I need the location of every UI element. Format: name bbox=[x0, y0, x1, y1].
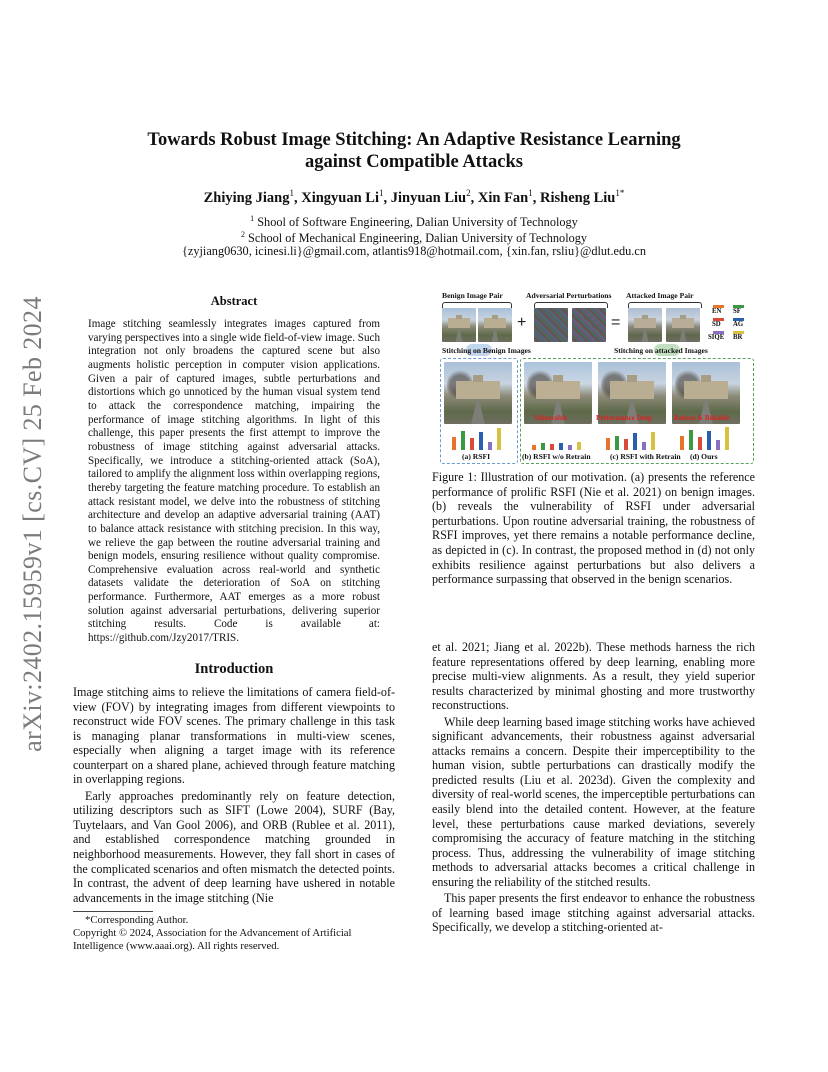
author-name: Zhiying Jiang bbox=[203, 189, 290, 206]
author-sup: 2 bbox=[466, 188, 471, 198]
author-emails: {zyjiang0630, icinesi.li}@gmail.com, atlantis918@hotmail.com, {xin.fan, rsliu}@dlut.edu.cn bbox=[182, 244, 646, 258]
plus-sign: + bbox=[517, 314, 527, 331]
overlay-vulnerable: Vulnerable bbox=[534, 414, 567, 422]
introduction-heading: Introduction bbox=[194, 661, 274, 677]
metric-bar bbox=[725, 427, 729, 450]
caption-text: Figure 1: Illustration of our motivation. (a) presents the reference performance of prolific RSFI (Nie et al. 2021) on benign images. (b) reveals the vulnerability of RSFI under adversarial perturbations. Upon routine adversarial training, the robustness of RSFI improves, yet there remains a notable performance decline, as depicted in (c). In contrast, the proposed method in (d) not only exhibits resilience against perturbations but also delivers a performance surpassing that observed in the benign scenarios. bbox=[432, 470, 755, 587]
legend-label: SIQE bbox=[708, 334, 725, 341]
overlay-robust-reliable: Robust & Reliable bbox=[674, 414, 730, 422]
abstract-text: Image stitching seamlessly integrates images captured from varying perspectives into a single wide field-of-view image. Such integration not only broadens the captured scene but also augments holistic perception in computer vision applications. Given a pair of captured images, subtle perturbations and distortions which go unnoticed by the human visual system tend to attack the correspondence matching, impairing the performance of image stitching algorithms. In light of this challenge, this paper presents the first attempt to improve the robustness of image stitching against adversarial attacks. Specifically, we introduce a stitching-oriented attack (SoA), tailored to amplify the alignment loss within overlapping regions, thereby targeting the feature matching procedure. To establish an attack resistant model, we delve into the robustness of stitching architecture and develop an adaptive adversarial training (AAT) to balance attack resistance with stitching precision. In this way, we relieve the gap between the routine adversarial training and benign models, ensuring resilience without quality compromise. Comprehensive evaluation across real-world and synthetic datasets validate the deterioration of SoA on stitching performance. Furthermore, AAT emerges as a more robust solution against adversarial perturbations, delivering superior stitching results. Code is available at: https://github.com/Jzy2017/TRIS. bbox=[88, 318, 380, 645]
author-name: Xingyuan Li bbox=[301, 189, 379, 206]
right-paragraph-2: While deep learning based image stitching works have achieved significant advancements, their robustness against adversarial attacks remains a concern. Despite their imperceptibility to the human vision, subtle perturbations can drastically modify the predicted results (Liu et al. 2023d). Given the complexity and diversity of real-world scenes, the imperceptible perturbations can easily blend into the detailed content. However, at the feature level, these perturbations cause marked deviations, severely compromising the accuracy of feature matching in the stitching process. Thus, addressing the vulnerability of image stitching methods to adversarial attacks becomes a critical challenge in ensuring the reliability of the stitched results. bbox=[432, 714, 755, 889]
panel-label-a: (a) RSFI bbox=[462, 452, 491, 461]
legend-label: SD bbox=[712, 321, 721, 328]
metric-bar bbox=[568, 445, 572, 450]
author-sup: 1 bbox=[289, 188, 294, 198]
abstract-heading: Abstract bbox=[210, 294, 258, 308]
copyright-notice: Copyright © 2024, Association for the Advancement of Artificial Intelligence (www.aaai.org). All rights reserved. bbox=[73, 927, 352, 952]
metric-bar bbox=[689, 430, 693, 450]
metric-bar bbox=[470, 438, 474, 450]
intro-paragraph-1: Image stitching aims to relieve the limitations of camera field-of-view (FOV) by integrating images from different viewpoints to reconstruct wide FOV scenes. The primary challenge in this task is managing planar transformations in multi-view scenes, especially when aligning a target image with its reference counterpart on a shared plane, achieved through feature matching in overlapping regions. bbox=[73, 685, 395, 787]
panel-a-image bbox=[444, 362, 512, 424]
section-label-benign: Stitching on Benign Images bbox=[442, 346, 531, 355]
affiliation-text: School of Mechanical Engineering, Dalian University of Technology bbox=[248, 231, 588, 246]
section-label-attacked: Stitching on attacked Images bbox=[614, 346, 708, 355]
right-paragraph-1: et al. 2021; Jiang et al. 2022b). These methods harness the rich feature representations offered by deep learning, enabling more precise multi-view alignments. As a result, they yield superior results characterized by minimal ghosting and more trustworthy reconstructions. bbox=[432, 640, 755, 713]
metric-bar bbox=[624, 439, 628, 450]
metric-bar bbox=[559, 443, 563, 450]
right-paragraph-3: This paper presents the first endeavor to enhance the robustness of learning based image stitching against adversarial attacks. Specifically, we develop a stitching-oriented at- bbox=[432, 891, 755, 935]
introduction-body bbox=[73, 685, 395, 905]
legend-label: EN bbox=[712, 308, 722, 315]
author-list: Zhiying Jiang$^1$, Xingyuan Li$^1$, Jinyuan Liu$^2$, Xin Fan$^1$, Risheng Liu$^{1*}$ bbox=[203, 188, 625, 206]
legend-label: SF bbox=[733, 308, 741, 315]
author-sup: 1 bbox=[379, 188, 384, 198]
metric-bar bbox=[541, 443, 545, 450]
author-sup: 1* bbox=[615, 188, 625, 198]
bar-group-d bbox=[678, 426, 738, 450]
panel-label-d: (d) Ours bbox=[690, 452, 718, 461]
right-column-body bbox=[432, 640, 755, 935]
metric-bar bbox=[615, 436, 619, 450]
arxiv-identifier: arXiv:2402.15959v1 [cs.CV] 25 Feb 2024 bbox=[18, 296, 47, 752]
perturbation-image-left bbox=[534, 308, 568, 342]
metric-bar bbox=[550, 444, 554, 450]
author-name: Jinyuan Liu bbox=[390, 189, 467, 206]
perturbation-image-right bbox=[572, 308, 606, 342]
benign-image-right bbox=[478, 308, 512, 342]
affiliation-sup: 1 bbox=[250, 214, 255, 223]
metric-bar bbox=[497, 428, 501, 450]
figure-1 bbox=[436, 288, 756, 464]
affiliation-text: Shool of Software Engineering, Dalian University of Technology bbox=[257, 215, 578, 230]
footnote bbox=[73, 914, 395, 953]
metric-bar bbox=[642, 442, 646, 450]
panel-label-c: (c) RSFI with Retrain bbox=[610, 452, 681, 461]
equals-sign: = bbox=[611, 314, 621, 331]
benign-image-left bbox=[442, 308, 476, 342]
attacked-image-right bbox=[666, 308, 700, 342]
figure-caption bbox=[432, 470, 755, 587]
abstract-body bbox=[88, 318, 380, 646]
author-name: Xin Fan bbox=[477, 189, 529, 206]
metric-bar bbox=[651, 432, 655, 450]
metric-bar bbox=[716, 440, 720, 450]
title-line-1: Towards Robust Image Stitching: An Adaptive Resistance Learning bbox=[147, 130, 681, 150]
legend-label: BR bbox=[733, 334, 743, 341]
corresponding-author-note: *Corresponding Author. bbox=[85, 914, 189, 926]
author-name: Risheng Liu bbox=[540, 189, 616, 206]
bar-group-b bbox=[530, 426, 590, 450]
bar-group-c bbox=[604, 426, 664, 450]
metric-bar bbox=[606, 438, 610, 450]
bar-group-a bbox=[450, 426, 510, 450]
metric-bar bbox=[488, 442, 492, 450]
metric-bar bbox=[680, 436, 684, 450]
legend-label: AG bbox=[733, 321, 744, 328]
panel-label-b: (b) RSFI w/o Retrain bbox=[522, 452, 591, 461]
metric-bar bbox=[577, 442, 581, 450]
title-line-2: against Compatible Attacks bbox=[305, 152, 523, 172]
paper-title bbox=[100, 129, 728, 173]
metric-bar bbox=[479, 432, 483, 450]
label-benign-pair: Benign Image Pair bbox=[442, 291, 503, 300]
overlay-performance-drop: Performance Drop bbox=[596, 414, 653, 422]
label-attacked-pair: Attacked Image Pair bbox=[626, 291, 694, 300]
author-sup: 1 bbox=[528, 188, 533, 198]
footnote-rule bbox=[73, 911, 153, 912]
metric-bar bbox=[633, 433, 637, 450]
metric-bar bbox=[452, 437, 456, 450]
metric-bar bbox=[532, 445, 536, 450]
metric-bar bbox=[461, 431, 465, 450]
metric-bar bbox=[707, 431, 711, 450]
affiliation-sup: 2 bbox=[240, 230, 245, 239]
intro-paragraph-2: Early approaches predominantly rely on feature detection, utilizing descriptors such as SIFT (Lowe 2004), SURF (Bay, Tuytelaars, and Van Gool 2006), and ORB (Rublee et al. 2011), and established correspondence matching grounded in neighborhood measurements. However, they fall short in cases of the complicated scenarios and often mismatch the detected points. In contrast, the advent of deep learning have ushered in notable advancements in the image stitching (Nie bbox=[73, 788, 395, 905]
label-adversarial-perturbations: Adversarial Perturbations bbox=[526, 291, 612, 300]
metric-bar bbox=[698, 437, 702, 450]
attacked-image-left bbox=[628, 308, 662, 342]
